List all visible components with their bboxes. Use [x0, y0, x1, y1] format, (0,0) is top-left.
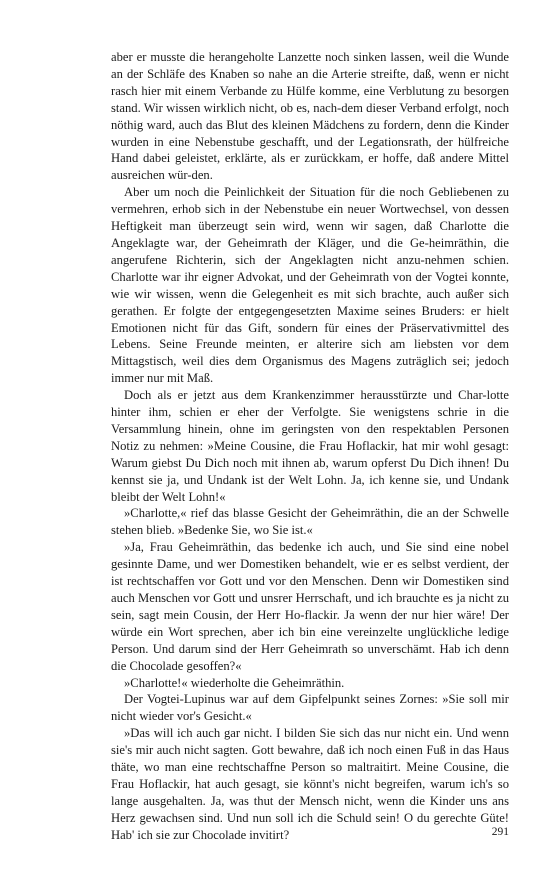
paragraph: »Charlotte!« wiederholte die Geheimräthin. — [124, 675, 345, 690]
paragraph: Doch als er jetzt aus dem Krankenzimmer herausstürzte und Char-lotte hinter ihm, schien er eher der Verfolgte. Sie wenigstens schrie in die Versammlung hinein, ohne im geringsten von den respektablen Personen Notiz zu nehmen: »Meine Cousine, die Frau Hoflackir, hat mir wohl gesagt: Warum giebst Du Dich noch mit ihnen ab, warum opferst Du Dich ihnen! Du kennst sie ja, und Undank ist der Welt Lohn. Ja, ich kenne sie, und Undank bleibt der Welt Lohn!« — [111, 388, 509, 504]
paragraph: Aber um noch die Peinlichkeit der Situation für die noch Gebliebenen zu vermehren, erhob sich in der Nebenstube ein neuer Wortwechsel, von dessen Heftigkeit man überzeugt sein wird, wenn wir sagen, daß Charlotte die Angeklagte war, der Geheimrath der Kläger, und die Ge-heimräthin, die angerufene Richterin, sich der Angeklagten nicht anzu-nehmen schien. Charlotte war ihr eigner Advokat, und der Geheimrath von der Vogtei konnte, wie wir wissen, wenn die Gelegenheit es mit sich brachte, auch außer sich gerathen. Er folgte der entgegengesetzten Maxime seines Bruders: er hielt Emotionen nicht für das Gift, sondern für eines der Präservativmittel des Lebens. Seine Freunde meinten, er alterire sich am liebsten vor dem Mittagstisch, weil dies dem Organismus des Magens zuträglich sei; jedoch immer nur mit Maß. — [111, 185, 509, 386]
page-number: 291 — [491, 826, 509, 838]
body-text — [111, 49, 509, 844]
paragraph: »Das will ich auch gar nicht. I bilden Sie sich das nur nicht ein. Und wenn sie's mir auch nicht sagten. Gott bewahre, daß ich noch einen Fuß in das Haus thäte, wo man eine rechtschaffne Person so maltraitirt. Meine Cousine, die Frau Hoflackir, hat auch gesagt, sie könnt's nicht begreifen, warum ich's so lange ausgehalten. Ja, was thut der Mensch nicht, wenn die Kinder uns ans Herz gewachsen sind. Und nun soll ich die Schuld sein! O du gerechte Güte! Hab' ich sie zur Chocolade invitirt? — [111, 726, 509, 842]
paragraph: aber er musste die herangeholte Lanzette noch sinken lassen, weil die Wunde an der Schläfe des Knaben so nahe an die Arterie streifte, daß, wenn er nicht rasch hier mit einem Verbande zu Hülfe komme, eine Verblutung zu besorgen stand. Wir wissen wirklich nicht, ob es, nach-dem dieser Verband erfolgt, noch nöthig ward, auch das Blut des kleinen Mädchens zu fordern, denn die Kinder wurden in eine Nebenstube geschafft, und der Legationsrath, der hülfreiche Hand dabei geleistet, erklärte, als er zurückkam, er hoffe, daß andere Mittel ausreichen wür-den. — [111, 50, 509, 183]
paragraph: Der Vogtei-Lupinus war auf dem Gipfelpunkt seines Zornes: »Sie soll mir nicht wieder vor's Gesicht.« — [111, 692, 509, 724]
paragraph: »Charlotte,« rief das blasse Gesicht der Geheimräthin, die an der Schwelle stehen blieb. »Bedenke Sie, wo Sie ist.« — [111, 506, 509, 538]
paragraph: »Ja, Frau Geheimräthin, das bedenke ich auch, und Sie sind eine nobel gesinnte Dame, und wer Domestiken behandelt, wie er es selbst verdient, der ist rechtschaffen vor Gott und vor den Menschen. Denn wir Domestiken sind auch Menschen vor Gott und unsrer Herrschaft, und ich brauchte es ja nicht zu sein, sagt mein Cousin, der Herr Ho-flackir. Ja wenn der nur hier wäre! Der würde ein Wort sprechen, aber ich bin eine vereinzelte unglückliche ledige Person. Und darum sind der Herr Geheimrath so unverschämt. Hab ich denn die Chocolade gesoffen?« — [111, 540, 509, 673]
